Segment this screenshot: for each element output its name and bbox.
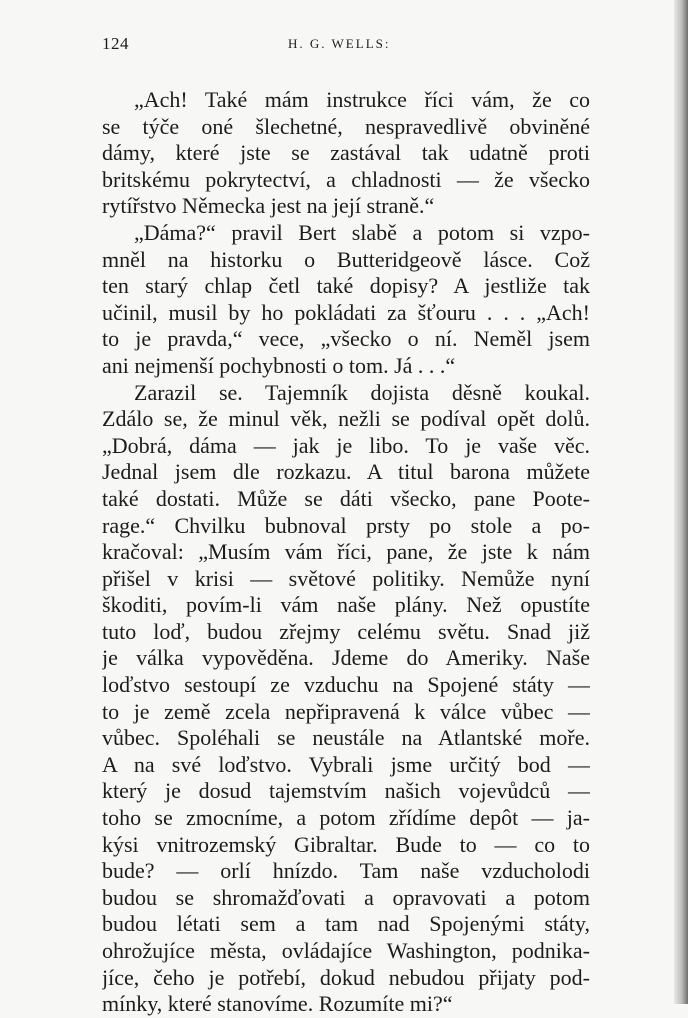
body-text: [102, 87, 590, 1018]
binding-edge-shadow: [674, 0, 688, 1004]
text-line: kýsi vnitrozemský Gibraltar. Bude to — co to: [102, 831, 590, 857]
text-line: toho se zmocníme, a potom zřídíme depôt — ja-: [102, 805, 590, 831]
text-line: kračoval: „Musím vám říci, pane, že jste k nám: [102, 539, 590, 565]
text-line: mínky, které stanovíme. Rozumíte mi?“: [102, 991, 453, 1017]
text-line: „Dáma?“ pravil Bert slabě a potom si vzpo-: [134, 219, 590, 245]
text-line: přišel v krisi — světové politiky. Nemůže nyní: [102, 565, 590, 591]
text-line: jíce, čeho je potřebí, dokud nebudou přijaty pod-: [102, 964, 590, 990]
text-line: rage.“ Chvilku bubnoval prsty po stole a po-: [102, 512, 590, 538]
text-line: bude? — orlí hnízdo. Tam naše vzducholodi: [102, 858, 590, 884]
running-head: H. G. WELLS:: [288, 36, 391, 51]
text-line: tuto loď, budou zřejmy celému světu. Snad již: [102, 618, 590, 644]
page-header: [102, 34, 590, 56]
text-line: vůbec. Spoléhali se neustále na Atlantské moře.: [102, 725, 590, 751]
text-line: učinil, musil by ho pokládati za šťouru . . . „Ach!: [102, 299, 590, 325]
text-line: „Ach! Také mám instrukce říci vám, že co: [134, 87, 590, 112]
text-line: budou se shromažďovati a opravovati a potom: [102, 884, 590, 910]
text-line: to je země zcela nepřipravená k válce vůbec —: [102, 698, 590, 724]
text-line: Zdálo se, že minul věk, nežli se podíval opět dolů.: [102, 406, 590, 432]
text-line: loďstvo sestoupí ze vzduchu na Spojené státy —: [102, 672, 590, 698]
text-line: se týče oné šlechetné, nespravedlivě obviněné: [102, 113, 590, 139]
text-line: Jednal jsem dle rozkazu. A titul barona můžete: [102, 459, 590, 485]
text-line: rytířstvo Německa jest na její straně.“: [102, 193, 435, 219]
text-line: dámy, které jste se zastával tak udatně proti: [102, 140, 590, 166]
text-line: Zarazil se. Tajemník dojista děsně koukal.: [134, 379, 590, 405]
text-line: je válka vypověděna. Jdeme do Ameriky. Naše: [102, 645, 590, 671]
page-number: 124: [102, 34, 129, 53]
text-line: ohrožujíce města, ovládajíce Washington, podnika-: [102, 938, 590, 963]
text-line: škoditi, povím-li vám naše plány. Než opustíte: [102, 592, 590, 618]
text-line: A na své loďstvo. Vybrali jsme určitý bod —: [102, 751, 590, 777]
text-line: který je dosud tajemstvím našich vojevůdců —: [102, 778, 590, 804]
text-line: britskému pokrytectví, a chladnosti — že všecko: [102, 166, 590, 192]
text-line: „Dobrá, dáma — jak je libo. To je vaše věc.: [102, 432, 590, 458]
text-line: budou létati sem a tam nad Spojenými státy,: [102, 911, 590, 937]
text-line: to je pravda,“ vece, „všecko o ní. Neměl jsem: [102, 326, 590, 352]
text-line: ani nejmenší pochybnosti o tom. Já . . .“: [102, 352, 456, 378]
text-line: také dostati. Může se dáti všecko, pane Poote-: [102, 485, 590, 511]
text-line: mněl na historku o Butteridgeově lásce. Což: [102, 246, 590, 272]
text-line: ten starý chlap četl také dopisy? A jestliže tak: [102, 273, 590, 299]
